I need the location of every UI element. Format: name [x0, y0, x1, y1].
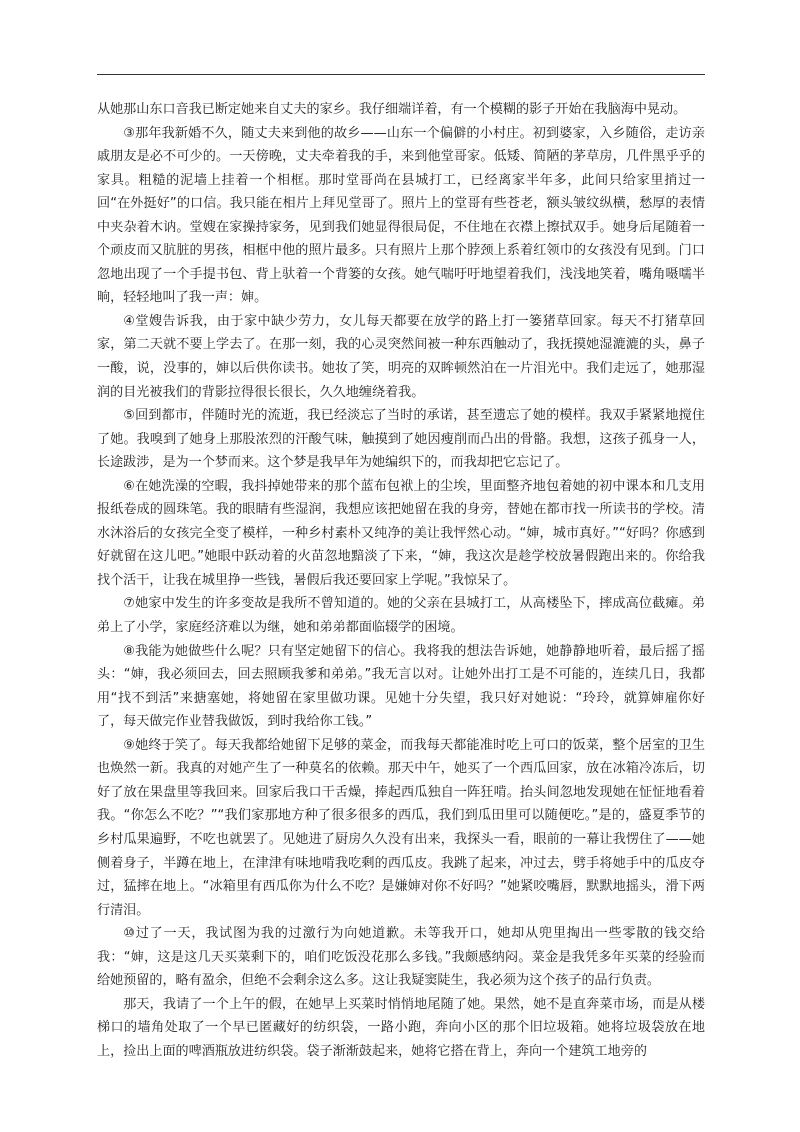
paragraph-8: ⑧我能为她做些什么呢？只有坚定她留下的信心。我将我的想法告诉她，她静静地听着，最后摇了摇头：“婶，我必须回去，回去照顾我爹和弟弟。”我无言以对。让她外出打工是不可能的，连续几日，我都用“找不到活”来搪塞她，将她留在家里做功课。见她十分失望，我只好对她说：“玲玲，就算婶雇你好了，每天做完作业替我做饭，到时我给你工钱。”: [97, 643, 705, 730]
paragraph-3: ③那年我新婚不久，随丈夫来到他的故乡——山东一个偏僻的小村庄。初到婆家，入乡随俗，走访亲戚朋友是必不可少的。一天傍晚，丈夫牵着我的手，来到他堂哥家。低矮、简陋的茅草房，几件黑乎乎的家具。粗糙的泥墙上挂着一个相框。那时堂哥尚在县城打工，已经离家半年多，此间只给家里捎过一回“在外挺好”的口信。我只能在相片上拜见堂哥了。照片上的堂哥有些苍老，额头皱纹纵横，愁厚的表情中夹杂着木讷。堂嫂在家操持家务，见到我们她显得很局促，不住地在衣襟上擦拭双手。她身后尾随着一个顽皮而又肮脏的男孩，相框中他的照片最多。只有照片上那个脖颈上系着红领巾的女孩没有见到。门口忽地出现了一个手提书包、背上驮着一个背篓的女孩。她气喘吁吁地望着我们，浅浅地笑着，嘴角嗫嚅半晌，轻轻地叫了我一声：婶。: [97, 125, 705, 306]
paragraph-5: ⑤回到都市，伴随时光的流逝，我已经淡忘了当时的承诺，甚至遗忘了她的模样。我双手紧紧地搅住了她。我嗅到了她身上那股浓烈的汗酸气味，触摸到了她因瘦削而凸出的骨骼。我想，这孩子孤身一人，长途跋涉，是为一个梦而来。这个梦是我早年为她编织下的，而我却把它忘记了。: [97, 408, 705, 471]
paragraph-9: ⑨她终于笑了。每天我都给她留下足够的菜金，而我每天都能准时吃上可口的饭菜，整个居室的卫生也焕然一新。我真的对她产生了一种莫名的依赖。那天中午，她买了一个西瓜回家，放在冰箱冷冻后，切好了放在果盘里等我回来。回家后我口干舌燥，捧起西瓜独自一阵狂啃。抬头间忽地发现她在怔怔地看着我。“你怎么不吃？”“我们家那地方种了很多很多的西瓜，我们到瓜田里可以随便吃。”是的，盛夏季节的乡村瓜果遍野，不吃也就罢了。见她进了厨房久久没有出来，我探头一看，眼前的一幕让我愣住了——她侧着身子，半蹲在地上，在津津有味地啃我吃剩的西瓜皮。我跳了起来，冲过去，劈手将她手中的瓜皮夺过，猛摔在地上。“冰箱里有西瓜你为什么不吃？是嫌婶对你不好吗？”她紧咬嘴唇，默默地摇头，滑下两行清泪。: [97, 737, 705, 918]
paragraph-1: 从她那山东口音我已断定她来自丈夫的家乡。我仔细端详着，有一个模糊的影子开始在我脑海中晃动。: [97, 102, 687, 117]
document-body: [97, 98, 705, 1063]
paragraph-6: ⑥在她洗澡的空暇，我抖掉她带来的那个蓝布包袱上的尘埃，里面整齐地包着她的初中课本和几支用报纸卷成的圆珠笔。我的眼睛有些湿润，我想应该把她留在我的身旁，替她在都市找一所读书的学校。清水沐浴后的女孩完全变了模样，一种乡村素朴又纯净的美让我怦然心动。“婶，城市真好。”“好吗？你感到好就留在这儿吧。”她眼中跃动着的火苗忽地黯淡了下来，“婶，我这次是趁学校放暑假跑出来的。你给我找个活干，让我在城里挣一些钱，暑假后我还要回家上学呢。”我惊呆了。: [97, 478, 705, 588]
header-rule: [97, 74, 705, 75]
paragraph-7: ⑦她家中发生的许多变故是我所不曾知道的。她的父亲在县城打工，从高楼坠下，摔成高位截瘫。弟弟上了小学，家庭经济难以为继，她和弟弟都面临辍学的困境。: [97, 596, 705, 636]
paragraph-4: ④堂嫂告诉我，由于家中缺少劳力，女儿每天都要在放学的路上打一篓猪草回家。每天不打猪草回家，第二天就不要上学去了。在那一刻，我的心灵突然间被一种东西触动了，我抚摸她湿漉漉的头，鼻子一酸，说，没事的，婶以后供你读书。她妆了笑，明亮的双眸顿然泊在一片泪光中。我们走远了，她那湿润的目光被我们的背影拉得很长很长，久久地缠绕着我。: [97, 313, 705, 400]
paragraph-11: 那天，我请了一个上午的假，在她早上买菜时悄悄地尾随了她。果然，她不是直奔菜市场，而是从楼梯口的墙角处取了一个早已匿藏好的纺织袋，一路小跑，奔向小区的那个旧垃圾箱。她将垃圾袋放在地上，捡出上面的啤酒瓶放进纺织袋。袋子渐渐鼓起来，她将它搭在背上，奔向一个建筑工地旁的: [97, 996, 705, 1059]
paragraph-10: ⑩过了一天，我试图为我的过激行为向她道歉。未等我开口，她却从兜里掏出一些零散的钱交给我：“婶，这是这几天买菜剩下的，咱们吃饭没花那么多钱。”我颇感纳闷。菜金是我凭多年买菜的经验而给她预留的，略有盈余，但绝不会剩余这么多。这让我疑窦陡生，我必须为这个孩子的品行负责。: [97, 926, 705, 989]
